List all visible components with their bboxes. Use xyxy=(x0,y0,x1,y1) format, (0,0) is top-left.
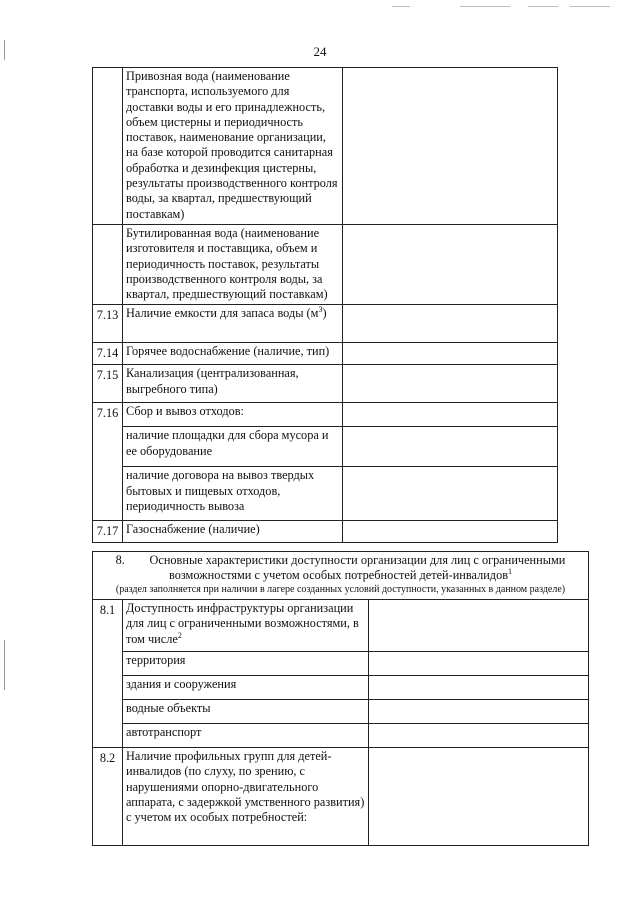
section-8-header xyxy=(93,552,589,600)
section-8-number: 8. xyxy=(115,553,125,567)
table-row xyxy=(93,700,589,724)
row-value-cell[interactable] xyxy=(343,467,558,521)
row-number: 7.13 xyxy=(93,305,123,343)
table-row xyxy=(93,652,589,676)
scan-mark xyxy=(460,6,510,7)
page-number: 24 xyxy=(313,44,327,59)
table-row xyxy=(93,724,589,748)
table-row xyxy=(93,68,558,225)
row-label: наличие площадки для сбора мусора и ее оборудование xyxy=(123,427,343,467)
row-label: автотранспорт xyxy=(123,724,369,748)
row-number: 7.17 xyxy=(93,521,123,543)
footnote-marker: 2 xyxy=(177,630,182,640)
row-value-cell[interactable] xyxy=(343,305,558,343)
row-value-cell[interactable] xyxy=(369,724,589,748)
row-value-cell[interactable] xyxy=(369,700,589,724)
scan-mark xyxy=(392,6,410,7)
scan-edge-mark xyxy=(4,640,5,690)
row-label: здания и сооружения xyxy=(123,676,369,700)
row-value-cell[interactable] xyxy=(343,427,558,467)
scan-mark xyxy=(528,6,558,7)
table-row xyxy=(93,305,558,343)
row-value-cell[interactable] xyxy=(343,521,558,543)
row-value-cell[interactable] xyxy=(343,403,558,427)
row-label xyxy=(123,600,369,652)
table-row xyxy=(93,467,558,521)
water-supply-table xyxy=(92,67,558,543)
row-label: Горячее водоснабжение (наличие, тип) xyxy=(123,343,343,365)
section-header-row xyxy=(93,552,589,600)
row-label xyxy=(123,305,343,343)
footnote-marker: 1 xyxy=(508,567,513,577)
row-label-text: Наличие емкости для запаса воды (м xyxy=(126,306,319,321)
row-label-end: ) xyxy=(322,306,327,321)
row-label: Наличие профильных групп для детей-инвалидов (по слуху, по зрению, с нарушениями опорно-двигательного аппарата, с задержкой умственного развития) с учетом их особых потребностей: xyxy=(123,748,369,846)
row-number: 7.14 xyxy=(93,343,123,365)
table-row xyxy=(93,521,558,543)
row-label: наличие договора на вывоз твердых бытовых и пищевых отходов, периодичность вывоза xyxy=(123,467,343,521)
row-label: Привозная вода (наименование транспорта, используемого для доставки воды и его принадлежность, объем цистерны и периодичность поставок, наименование организации, на базе которой проводится санитарная обработка и дезинфекция цистерны, результаты производственного контроля воды, за квартал, предшествующий поставкам) xyxy=(123,68,343,225)
row-value-cell[interactable] xyxy=(343,343,558,365)
row-value-cell[interactable] xyxy=(369,600,589,652)
row-label: Газоснабжение (наличие) xyxy=(123,521,343,543)
section-8-title xyxy=(96,553,585,584)
table-row xyxy=(93,365,558,403)
superscript: 3 xyxy=(318,305,323,315)
section-8-subtitle: (раздел заполняется при наличии в лагере созданных условий доступности, указанных в данном разделе) xyxy=(115,583,566,595)
table-row xyxy=(93,343,558,365)
row-label-text: Доступность инфраструктуры организации для лиц с ограниченными возможностями, в том числе xyxy=(126,601,359,646)
row-value-cell[interactable] xyxy=(369,748,589,846)
row-label: водные объекты xyxy=(123,700,369,724)
row-value-cell[interactable] xyxy=(369,676,589,700)
row-label: Канализация (централизованная, выгребного типа) xyxy=(123,365,343,403)
table-row xyxy=(93,748,589,846)
row-number xyxy=(93,225,123,305)
row-number: 7.16 xyxy=(93,403,123,521)
table-row xyxy=(93,427,558,467)
row-number xyxy=(93,68,123,225)
row-number: 8.2 xyxy=(93,748,123,846)
row-value-cell[interactable] xyxy=(343,225,558,305)
table-row xyxy=(93,676,589,700)
row-value-cell[interactable] xyxy=(343,365,558,403)
scan-mark xyxy=(570,6,610,7)
row-value-cell[interactable] xyxy=(343,68,558,225)
accessibility-table xyxy=(92,551,589,846)
table-row xyxy=(93,600,589,652)
row-label: Бутилированная вода (наименование изготовителя и поставщика, объем и периодичность поставок, результаты производственного контроля воды, за квартал, предшествующий поставкам) xyxy=(123,225,343,305)
section-8-title-text: Основные характеристики доступности организации для лиц с ограниченными возможностями с учетом особых потребностей детей-инвалидов xyxy=(149,553,566,583)
row-number: 7.15 xyxy=(93,365,123,403)
row-number: 8.1 xyxy=(93,600,123,748)
row-value-cell[interactable] xyxy=(369,652,589,676)
table-row xyxy=(93,225,558,305)
row-label: территория xyxy=(123,652,369,676)
row-label: Сбор и вывоз отходов: xyxy=(123,403,343,427)
table-row xyxy=(93,403,558,427)
